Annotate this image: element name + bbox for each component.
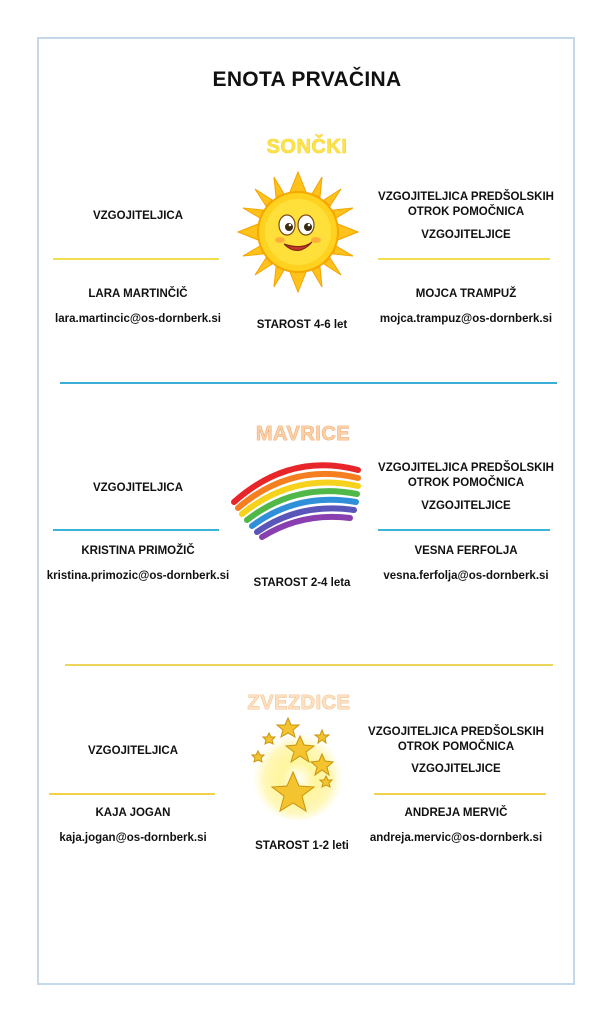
left-divider bbox=[53, 258, 219, 260]
left-email[interactable]: lara.martincic@os-dornberk.si bbox=[55, 313, 221, 325]
group-title: SONČKI bbox=[266, 136, 348, 158]
sun-icon bbox=[236, 170, 360, 294]
age-label: STAROST 4-6 let bbox=[256, 319, 348, 331]
left-divider bbox=[49, 793, 215, 795]
left-person: KAJA JOGAN bbox=[95, 807, 171, 819]
right-role-line3: VZGOJITELJICE bbox=[421, 229, 511, 241]
age-label: STAROST 2-4 leta bbox=[253, 577, 351, 589]
group-title: ZVEZDICE bbox=[247, 692, 351, 714]
right-person: VESNA FERFOLJA bbox=[414, 545, 518, 557]
left-email[interactable]: kristina.primozic@os-dornberk.si bbox=[46, 570, 230, 582]
right-role-line1: VZGOJITELJICA PREDŠOLSKIH bbox=[378, 462, 554, 474]
section-separator bbox=[60, 382, 557, 384]
left-divider bbox=[53, 529, 219, 531]
right-role-line2: OTROK POMOČNICA bbox=[407, 477, 525, 489]
right-person: ANDREJA MERVIČ bbox=[404, 807, 508, 819]
left-role: VZGOJITELJICA bbox=[92, 482, 184, 494]
right-role-line1: VZGOJITELJICA PREDŠOLSKIH bbox=[378, 191, 554, 203]
group-title: MAVRICE bbox=[255, 423, 351, 445]
left-person: LARA MARTINČIČ bbox=[88, 288, 188, 300]
rainbow-icon bbox=[230, 460, 362, 540]
left-role: VZGOJITELJICA bbox=[92, 210, 184, 222]
section-separator bbox=[65, 664, 553, 666]
right-email[interactable]: mojca.trampuz@os-dornberk.si bbox=[379, 313, 553, 325]
right-role-line1: VZGOJITELJICA PREDŠOLSKIH bbox=[368, 726, 544, 738]
right-role-line2: OTROK POMOČNICA bbox=[407, 206, 525, 218]
right-role-line3: VZGOJITELJICE bbox=[421, 500, 511, 512]
right-person: MOJCA TRAMPUŽ bbox=[415, 288, 517, 300]
right-divider bbox=[378, 529, 550, 531]
left-email[interactable]: kaja.jogan@os-dornberk.si bbox=[59, 832, 207, 844]
right-email[interactable]: andreja.mervic@os-dornberk.si bbox=[369, 832, 543, 844]
right-role-line3: VZGOJITELJICE bbox=[411, 763, 501, 775]
right-divider bbox=[374, 793, 546, 795]
age-label: STAROST 1-2 leti bbox=[255, 840, 349, 852]
right-email[interactable]: vesna.ferfolja@os-dornberk.si bbox=[383, 570, 549, 582]
left-person: KRISTINA PRIMOŽIČ bbox=[81, 545, 195, 557]
left-role: VZGOJITELJICA bbox=[87, 745, 179, 757]
right-role-line2: OTROK POMOČNICA bbox=[397, 741, 515, 753]
stars-icon bbox=[248, 714, 348, 826]
right-divider bbox=[378, 258, 550, 260]
page-title: ENOTA PRVAČINA bbox=[212, 68, 402, 91]
